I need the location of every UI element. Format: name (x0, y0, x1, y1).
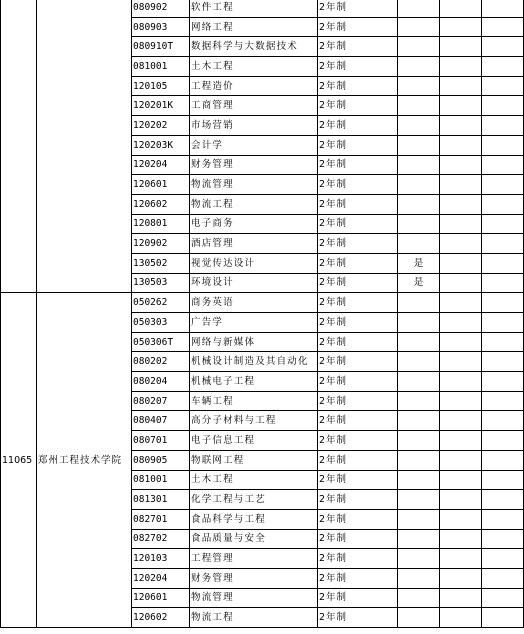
major-code-cell: 120103 (132, 549, 190, 569)
major-code-cell: 080902 (132, 0, 190, 17)
flag-cell (398, 470, 440, 490)
duration-cell: 2年制 (318, 411, 398, 431)
major-name-cell: 电子信息工程 (190, 431, 318, 451)
major-name-cell: 物流管理 (190, 175, 318, 195)
major-name-cell: 电子商务 (190, 214, 318, 234)
empty-cell (482, 76, 524, 96)
empty-cell (440, 411, 482, 431)
empty-cell (440, 332, 482, 352)
empty-cell (440, 175, 482, 195)
empty-cell (482, 234, 524, 254)
major-code-cell: 120105 (132, 76, 190, 96)
major-code-cell: 120801 (132, 214, 190, 234)
flag-cell: 是 (398, 253, 440, 273)
major-code-cell: 081001 (132, 57, 190, 77)
duration-cell: 2年制 (318, 234, 398, 254)
major-code-cell: 120601 (132, 588, 190, 608)
flag-cell (398, 0, 440, 17)
flag-cell (398, 313, 440, 333)
empty-cell (482, 37, 524, 57)
flag-cell (398, 450, 440, 470)
flag-cell (398, 293, 440, 313)
duration-cell: 2年制 (318, 431, 398, 451)
major-name-cell: 食品质量与安全 (190, 529, 318, 549)
empty-cell (482, 57, 524, 77)
table-row (1, 0, 524, 17)
empty-cell (482, 352, 524, 372)
major-name-cell: 数据科学与大数据技术 (190, 37, 318, 57)
major-name-cell: 软件工程 (190, 0, 318, 17)
flag-cell (398, 116, 440, 136)
major-code-cell: 080207 (132, 391, 190, 411)
empty-cell (440, 293, 482, 313)
major-code-cell: 120204 (132, 155, 190, 175)
major-name-cell: 商务英语 (190, 293, 318, 313)
major-code-cell: 130503 (132, 273, 190, 293)
empty-cell (440, 372, 482, 392)
flag-cell (398, 76, 440, 96)
duration-cell: 2年制 (318, 155, 398, 175)
major-name-cell: 财务管理 (190, 155, 318, 175)
majors-table-body (1, 0, 524, 628)
flag-cell (398, 411, 440, 431)
flag-cell (398, 332, 440, 352)
major-name-cell: 市场营销 (190, 116, 318, 136)
duration-cell: 2年制 (318, 194, 398, 214)
major-code-cell: 080903 (132, 17, 190, 37)
empty-cell (440, 57, 482, 77)
major-name-cell: 机械设计制造及其自动化 (190, 352, 318, 372)
flag-cell (398, 155, 440, 175)
major-code-cell: 081301 (132, 490, 190, 510)
empty-cell (482, 17, 524, 37)
duration-cell: 2年制 (318, 490, 398, 510)
major-code-cell: 120202 (132, 116, 190, 136)
flag-cell: 是 (398, 273, 440, 293)
empty-cell (482, 450, 524, 470)
flag-cell (398, 17, 440, 37)
duration-cell: 2年制 (318, 17, 398, 37)
major-code-cell: 120601 (132, 175, 190, 195)
empty-cell (440, 37, 482, 57)
empty-cell (482, 0, 524, 17)
duration-cell: 2年制 (318, 293, 398, 313)
major-name-cell: 环境设计 (190, 273, 318, 293)
empty-cell (440, 96, 482, 116)
empty-cell (440, 529, 482, 549)
empty-cell (440, 509, 482, 529)
empty-cell (482, 332, 524, 352)
empty-cell (440, 155, 482, 175)
duration-cell: 2年制 (318, 76, 398, 96)
major-name-cell: 视觉传达设计 (190, 253, 318, 273)
empty-cell (482, 293, 524, 313)
flag-cell (398, 175, 440, 195)
major-name-cell: 车辆工程 (190, 391, 318, 411)
empty-cell (482, 431, 524, 451)
major-name-cell: 网络与新媒体 (190, 332, 318, 352)
duration-cell: 2年制 (318, 568, 398, 588)
major-code-cell: 130502 (132, 253, 190, 273)
major-name-cell: 机械电子工程 (190, 372, 318, 392)
empty-cell (440, 352, 482, 372)
empty-cell (440, 608, 482, 628)
duration-cell: 2年制 (318, 214, 398, 234)
empty-cell (482, 490, 524, 510)
duration-cell: 2年制 (318, 470, 398, 490)
duration-cell: 2年制 (318, 391, 398, 411)
empty-cell (440, 490, 482, 510)
major-name-cell: 财务管理 (190, 568, 318, 588)
flag-cell (398, 135, 440, 155)
empty-cell (440, 470, 482, 490)
empty-cell (482, 273, 524, 293)
flag-cell (398, 391, 440, 411)
duration-cell: 2年制 (318, 96, 398, 116)
empty-cell (482, 135, 524, 155)
empty-cell (440, 549, 482, 569)
duration-cell: 2年制 (318, 135, 398, 155)
empty-cell (440, 214, 482, 234)
major-name-cell: 会计学 (190, 135, 318, 155)
prev-school-name-cell (37, 0, 132, 293)
empty-cell (482, 549, 524, 569)
major-code-cell: 080701 (132, 431, 190, 451)
flag-cell (398, 372, 440, 392)
major-code-cell: 080910T (132, 37, 190, 57)
duration-cell: 2年制 (318, 116, 398, 136)
flag-cell (398, 608, 440, 628)
flag-cell (398, 37, 440, 57)
empty-cell (482, 96, 524, 116)
empty-cell (482, 411, 524, 431)
flag-cell (398, 588, 440, 608)
empty-cell (482, 116, 524, 136)
flag-cell (398, 490, 440, 510)
empty-cell (482, 568, 524, 588)
major-name-cell: 高分子材料与工程 (190, 411, 318, 431)
empty-cell (440, 135, 482, 155)
empty-cell (440, 431, 482, 451)
empty-cell (440, 391, 482, 411)
empty-cell (440, 313, 482, 333)
empty-cell (482, 253, 524, 273)
major-code-cell: 120902 (132, 234, 190, 254)
empty-cell (440, 253, 482, 273)
major-name-cell: 化学工程与工艺 (190, 490, 318, 510)
duration-cell: 2年制 (318, 608, 398, 628)
empty-cell (482, 529, 524, 549)
empty-cell (482, 391, 524, 411)
duration-cell: 2年制 (318, 450, 398, 470)
flag-cell (398, 352, 440, 372)
major-name-cell: 网络工程 (190, 17, 318, 37)
major-code-cell: 120203K (132, 135, 190, 155)
duration-cell: 2年制 (318, 175, 398, 195)
major-code-cell: 082701 (132, 509, 190, 529)
flag-cell (398, 568, 440, 588)
empty-cell (482, 608, 524, 628)
major-code-cell: 080905 (132, 450, 190, 470)
duration-cell: 2年制 (318, 549, 398, 569)
empty-cell (440, 450, 482, 470)
flag-cell (398, 234, 440, 254)
duration-cell: 2年制 (318, 0, 398, 17)
duration-cell: 2年制 (318, 332, 398, 352)
major-code-cell: 120204 (132, 568, 190, 588)
major-code-cell: 080204 (132, 372, 190, 392)
major-name-cell: 工商管理 (190, 96, 318, 116)
major-name-cell: 物流工程 (190, 608, 318, 628)
flag-cell (398, 96, 440, 116)
major-name-cell: 物联网工程 (190, 450, 318, 470)
school-code-cell: 11065 (1, 293, 37, 628)
empty-cell (440, 194, 482, 214)
empty-cell (482, 175, 524, 195)
empty-cell (440, 116, 482, 136)
flag-cell (398, 431, 440, 451)
empty-cell (482, 214, 524, 234)
major-code-cell: 050262 (132, 293, 190, 313)
major-name-cell: 广告学 (190, 313, 318, 333)
major-code-cell: 120201K (132, 96, 190, 116)
flag-cell (398, 194, 440, 214)
duration-cell: 2年制 (318, 313, 398, 333)
major-code-cell: 120602 (132, 608, 190, 628)
major-name-cell: 工程管理 (190, 549, 318, 569)
duration-cell: 2年制 (318, 253, 398, 273)
empty-cell (440, 588, 482, 608)
empty-cell (440, 273, 482, 293)
empty-cell (482, 470, 524, 490)
flag-cell (398, 57, 440, 77)
empty-cell (440, 568, 482, 588)
duration-cell: 2年制 (318, 352, 398, 372)
prev-school-code-cell (1, 0, 37, 293)
duration-cell: 2年制 (318, 509, 398, 529)
duration-cell: 2年制 (318, 588, 398, 608)
duration-cell: 2年制 (318, 529, 398, 549)
major-name-cell: 物流工程 (190, 194, 318, 214)
flag-cell (398, 549, 440, 569)
major-code-cell: 081001 (132, 470, 190, 490)
major-code-cell: 050303 (132, 313, 190, 333)
flag-cell (398, 509, 440, 529)
empty-cell (482, 313, 524, 333)
duration-cell: 2年制 (318, 372, 398, 392)
table-row (1, 293, 524, 313)
major-name-cell: 工程造价 (190, 76, 318, 96)
major-code-cell: 120602 (132, 194, 190, 214)
empty-cell (440, 0, 482, 17)
major-code-cell: 050306T (132, 332, 190, 352)
major-code-cell: 080407 (132, 411, 190, 431)
empty-cell (440, 76, 482, 96)
major-code-cell: 082702 (132, 529, 190, 549)
flag-cell (398, 529, 440, 549)
empty-cell (440, 17, 482, 37)
empty-cell (482, 155, 524, 175)
major-name-cell: 酒店管理 (190, 234, 318, 254)
major-name-cell: 土木工程 (190, 57, 318, 77)
empty-cell (482, 509, 524, 529)
empty-cell (482, 194, 524, 214)
empty-cell (440, 234, 482, 254)
major-name-cell: 土木工程 (190, 470, 318, 490)
school-name-cell: 郑州工程技术学院 (37, 293, 132, 628)
major-name-cell: 物流管理 (190, 588, 318, 608)
duration-cell: 2年制 (318, 37, 398, 57)
empty-cell (482, 588, 524, 608)
flag-cell (398, 214, 440, 234)
major-code-cell: 080202 (132, 352, 190, 372)
major-name-cell: 食品科学与工程 (190, 509, 318, 529)
duration-cell: 2年制 (318, 57, 398, 77)
duration-cell: 2年制 (318, 273, 398, 293)
empty-cell (482, 372, 524, 392)
